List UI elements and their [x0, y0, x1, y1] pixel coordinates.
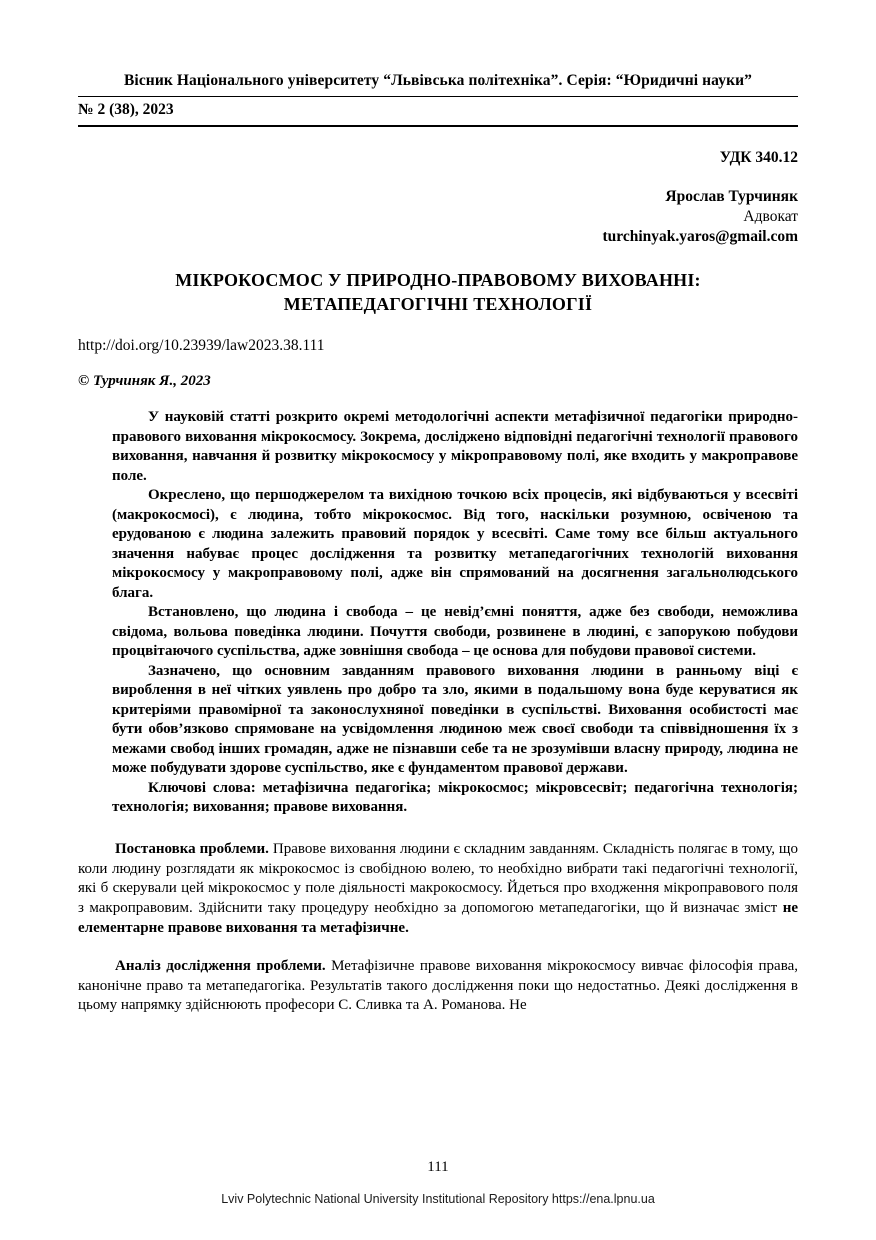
copyright-line: © Турчиняк Я., 2023	[78, 373, 211, 390]
abstract-paragraph-2: Окреслено, що першоджерелом та вихідною точкою всіх процесів, які відбуваються у всесвіті (макрокосмосі), є людина, тобто мікрокосмос. Від того, наскільки розумною, освіченою та ерудованою є людина залежить правовий порядок у всесвіті. Саме тому все більш актуального значення набуває процес дослідження та розвитку метапедагогічних технологій виховання мікрокосмосу у макроправовому полі, адже він спрямований на досягнення загальнолюдського блага.	[112, 487, 798, 601]
author-email-link[interactable]: turchinyak.yaros@gmail.com	[602, 228, 798, 246]
page-number: 111	[427, 1159, 449, 1175]
author-name: Ярослав Турчиняк	[665, 188, 798, 205]
article-title-line1: МІКРОКОСМОС У ПРИРОДНО-ПРАВОВОМУ ВИХОВАННІ:	[175, 270, 701, 291]
paragraph-bold-tail: не елементарне правове виховання та метафізичне.	[78, 900, 798, 936]
paragraph-lead: Аналіз дослідження проблеми.	[115, 957, 326, 974]
issue-label: № 2 (38), 2023	[78, 101, 174, 118]
paragraph-text: Правове виховання людини є складним завданням. Складність полягає в тому, що коли людину розглядати як мікрокосмос із свобідною волею, то необхідно вибрати такі педагогічні технології, які б скерували цей мікрокосмос у поле діяльності макрокосмосу. Йдеться про входження мікроправового поля з макроправовим. Здійснити таку процедуру необхідно за допомогою метапедагогіки, що й визначає зміст	[78, 840, 798, 917]
journal-title: Вісник Національного університету “Львівська політехніка”. Серія: “Юридичні науки”	[123, 72, 753, 89]
header-rule-bottom	[78, 125, 798, 127]
abstract-paragraph-1: У науковій статті розкрито окремі методологічні аспекти метафізичної педагогіки природно-правового виховання мікрокосмосу. Зокрема, досліджено відповідні педагогічні технології правового виховання, навчання й розвитку мікрокосмосу у мікроправовому полі, яке входить у макроправове поле.	[112, 409, 798, 484]
abstract-section	[112, 408, 798, 818]
abstract-paragraph-3: Встановлено, що людина і свобода – це невід’ємні поняття, адже без свободи, неможлива свідома, вольова поведінка людини. Почуття свободи, розвинене в людині, є запорукою побудови процвітаючого суспільства, адже зовнішня свобода – це основа для побудови правової системи.	[112, 604, 798, 660]
article-title-line2: МЕТАПЕДАГОГІЧНІ ТЕХНОЛОГІЇ	[283, 294, 593, 315]
doi-link[interactable]: http://doi.org/10.23939/law2023.38.111	[78, 337, 325, 355]
article-body	[78, 840, 798, 1016]
author-block	[78, 187, 798, 247]
journal-header	[78, 72, 798, 127]
body-paragraph-1	[78, 840, 798, 939]
paragraph-lead: Постановка проблеми.	[115, 840, 269, 857]
udc-code: УДК 340.12	[719, 149, 798, 166]
author-role: Адвокат	[743, 208, 798, 226]
repository-link[interactable]: Lviv Polytechnic National University Institutional Repository https://ena.lpnu.ua	[221, 1192, 655, 1206]
abstract-paragraph-4: Зазначено, що основним завданням правового виховання людини в ранньому віці є вироблення в неї чітких уявлень про добро та зло, якими в подальшому вона буде керуватися як критеріями правомірної та законослухняної поведінки в суспільстві. Виховання особистості має бути обов’язково спрямоване на усвідомлення людиною меж своєї свободи та співвідношення їх з межами свобод інших громадян, адже не пізнавши себе та не зрозумівши власну природу, людина не може побудувати здорове суспільство, яке є фундаментом правової держави.	[112, 662, 798, 777]
article-title	[78, 269, 798, 317]
body-paragraph-2	[78, 957, 798, 1016]
paragraph-text: Метафізичне правове виховання мікрокосмосу вивчає філософія права, канонічне право та метапедагогіка. Результатів такого дослідження поки що недостатньо. Деякі дослідження в цьому напрямку здійснюють професори С. Сливка та А. Романова. Не	[78, 957, 798, 1014]
keywords-line: Ключові слова: метафізична педагогіка; мікрокосмос; мікровсесвіт; педагогічна технологія; технологія; виховання; правове виховання.	[112, 779, 798, 816]
